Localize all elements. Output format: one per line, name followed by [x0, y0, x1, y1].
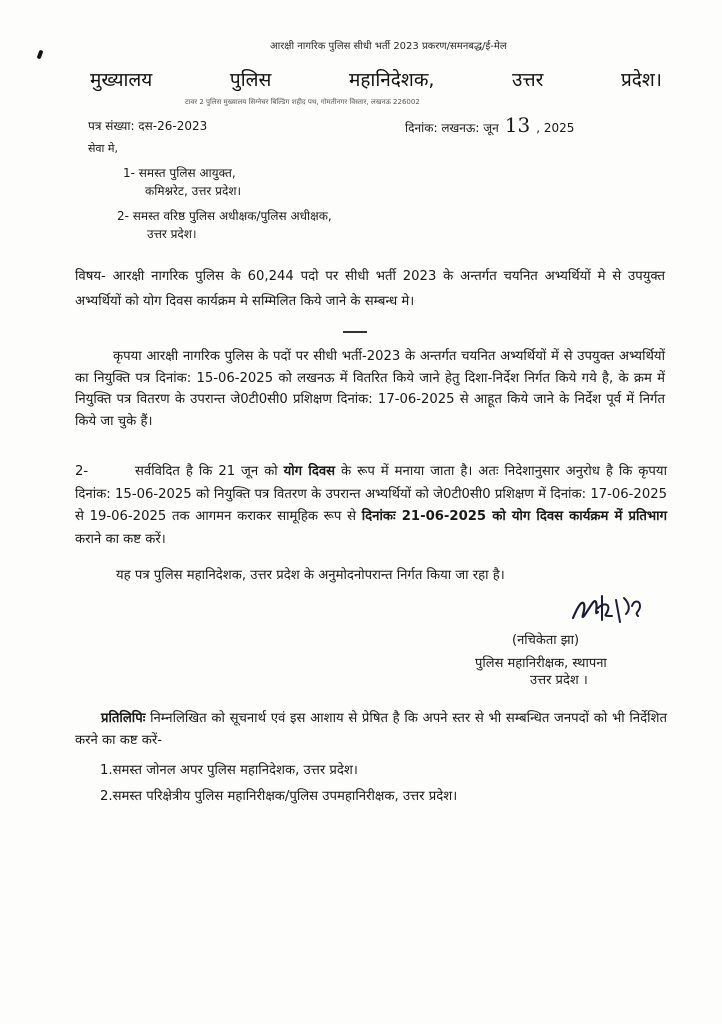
- copy-to-paragraph: [75, 708, 667, 752]
- closing-line: यह पत्र पुलिस महानिदेशक, उत्तर प्रदेश के अनुमोदनोपरान्त निर्गत किया जा रहा है।: [116, 568, 505, 583]
- office-title-word: उत्तर: [512, 69, 544, 91]
- handwritten-signature: [568, 586, 648, 636]
- copy-to-text: निम्नलिखित को सूचनार्थ एवं इस आशाय से प्रेषित है कि अपने स्तर से भी सम्बन्धित जनपदों को भी निर्देशित करने का कष्ट करें-: [75, 711, 667, 748]
- subject-paragraph: विषय- आरक्षी नागरिक पुलिस के 60,244 पदो पर सीधी भर्ती 2023 के अन्तर्गत चयनित अभ्यर्थियों मे से उपयुक्त अभ्यर्थियों को योग दिवस कार्यक्रम मे सम्मिलित किये जाने के सम्बन्ध मे।: [75, 269, 665, 309]
- signatory-state: उत्तर प्रदेश ।: [530, 673, 588, 688]
- date-day-handwritten: 13: [504, 113, 531, 137]
- office-title-word: महानिदेशक,: [348, 69, 435, 91]
- reference-line: आरक्षी नागरिक पुलिस सीधी भर्ती 2023 प्रकरण/समनबद्ध/ई-मेल: [270, 41, 507, 52]
- paragraph-text: कराने का कष्ट करें।: [75, 531, 166, 547]
- addressee-1: [123, 164, 241, 200]
- addressee-1-line-2: कमिश्नरेट, उत्तर प्रदेश।: [145, 184, 242, 198]
- paragraph-bold-text: योग दिवस: [283, 464, 336, 479]
- date-prefix: दिनांक: लखनऊ: जून: [405, 121, 499, 135]
- office-title-word: प्रदेश।: [620, 69, 662, 91]
- paragraph-text: सर्वविदित है कि 21 जून को: [135, 464, 284, 479]
- separator-dash: [343, 331, 367, 333]
- office-title-word: पुलिस: [229, 69, 272, 91]
- paragraph-bold-text: दिनांकः 21-06-2025 को योग दिवस कार्यक्रम में प्रतिभाग: [361, 509, 667, 524]
- addressee-2-line-1: 2- समस्त वरिष्ठ पुलिस अधीक्षक/पुलिस अधीक्षक,: [117, 209, 332, 223]
- office-title-word: मुख्यालय: [90, 69, 153, 91]
- office-address: टावर 2 पुलिस मुख्यालय सिग्नेचर बिल्डिंग शहीद पथ, गोमतीनगर विस्तार, लखनऊ 226002: [185, 98, 420, 106]
- letter-date: [405, 113, 574, 137]
- stray-ink-mark: [37, 50, 44, 60]
- copy-to-item-1: 1.समस्त जोनल अपर पुलिस महानिदेशक, उत्तर प्रदेश।: [100, 763, 358, 778]
- paragraph-text: के रूप में मनाया जाता है। अतः निदेशानुसार अनुरोध है कि कृपया दिनांक: 15-06-2025 को नियुक्ति पत्र वितरण के उपरान्त अभ्यर्थियों को जे0टी0सी0 प्रशिक्षण में दिनांक: 17-06-2025 से 19-06-2025 तक आगमन कराकर सामूहिक रूप से: [75, 464, 667, 524]
- salutation: सेवा मे,: [88, 142, 118, 155]
- body-paragraph-2: [75, 461, 667, 551]
- body-paragraph-1: कृपया आरक्षी नागरिक पुलिस के पदों पर सीधी भर्ती-2023 के अन्तर्गत चयनित अभ्यर्थियों में से उपयुक्त अभ्यर्थियों का नियुक्ति पत्र दिनांक: 15-06-2025 को लखनऊ में वितरित किये जाने हेतु दिशा-निर्देश निर्गत किये गये है, के क्रम में नियुक्ति पत्र वितरण के उपरान्त जे0टी0सी0 प्रशिक्षण दिनांक: 17-06-2025 से आहूत किये जाने के निर्देश पूर्व में निर्गत किये जा चुके हैं।: [75, 349, 665, 429]
- addressee-2: [117, 207, 332, 243]
- letter-number: पत्र संख्या: दस-26-2023: [88, 119, 208, 133]
- paragraph-number: 2-: [75, 464, 89, 479]
- addressee-1-line-1: 1- समस्त पुलिस आयुक्त,: [123, 166, 236, 180]
- copy-to-label: प्रतिलिपिः: [101, 711, 146, 726]
- date-year: , 2025: [536, 121, 575, 135]
- office-title: [90, 66, 662, 92]
- copy-to-item-2: 2.समस्त परिक्षेत्रीय पुलिस महानिरीक्षक/पुलिस उपमहानिरीक्षक, उत्तर प्रदेश।: [100, 789, 458, 804]
- signatory-designation: पुलिस महानिरीक्षक, स्थापना: [475, 656, 607, 671]
- signatory-name: (नचिकेता झा): [512, 633, 580, 648]
- addressee-2-line-2: उत्तर प्रदेश।: [147, 227, 197, 241]
